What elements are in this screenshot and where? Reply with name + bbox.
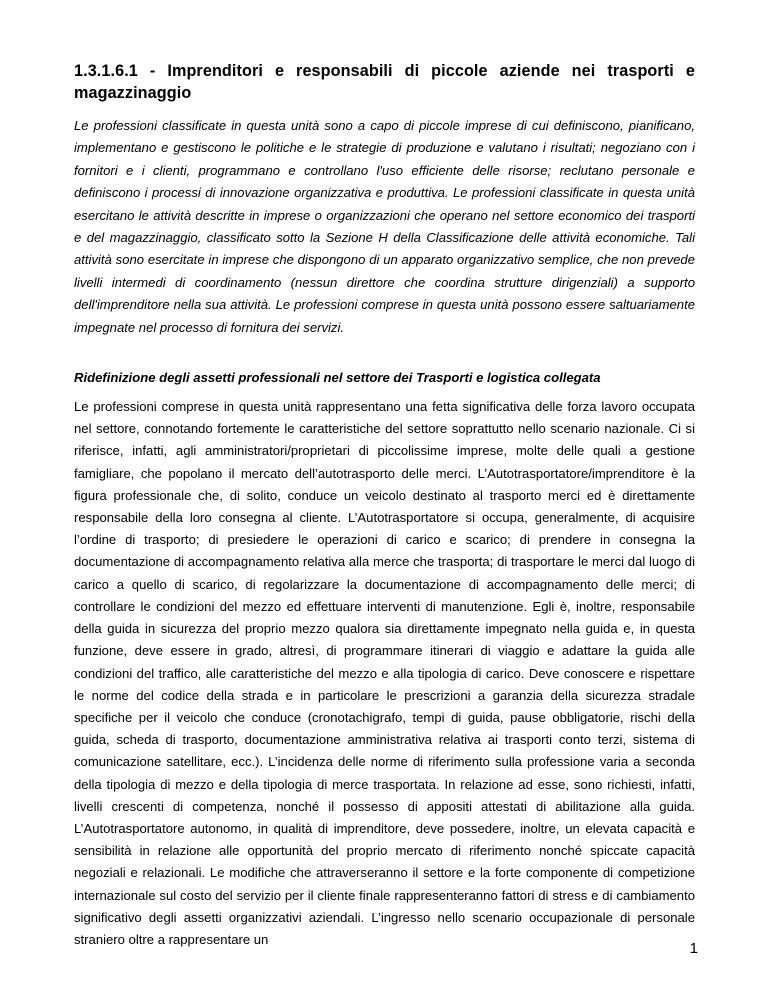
body-paragraph: Le professioni comprese in questa unità rappresentano una fetta significativa delle forza lavoro occupata nel settore, connotando fortemente le caratteristiche del settore soprattutto nello scenario nazionale. Ci si riferisce, infatti, agli amministratori/proprietari di piccolissime imprese, molte delle quali a gestione famigliare, che popolano il mercato dell’autotrasporto delle merci. L’Autotrasportatore/imprenditore è la figura professionale che, di solito, conduce un veicolo destinato al trasporto merci ed è direttamente responsabile della loro consegna al cliente. L’Autotrasportatore si occupa, generalmente, di acquisire l’ordine di trasporto; di presiedere le operazioni di carico e scarico; di prendere in consegna la documentazione di accompagnamento relativa alla merce che trasporta; di trasportare le merci dal luogo di carico a quello di scarico, di regolarizzare la documentazione di accompagnamento delle merci; di controllare le condizioni del mezzo ed effettuare interventi di manutenzione. Egli è, inoltre, responsabile della guida in sicurezza del proprio mezzo qualora sia direttamente impegnato nella guida e, in questa funzione, deve essere in grado, altresì, di programmare itinerari di viaggio e adattare la guida alle condizioni del traffico, alle caratteristiche del mezzo e alla tipologia di carico. Deve conoscere e rispettare le norme del codice della strada e in particolare le prescrizioni a garanzia della sicurezza stradale specifiche per il veicolo che conduce (cronotachigrafo, tempi di guida, pause obbligatorie, rischi della guida, scheda di trasporto, documentazione amministrativa relativa ai trasporti conto terzi, sistema di comunicazione satellitare, ecc.). L’incidenza delle norme di riferimento sulla professione varia a seconda della tipologia di mezzo e della tipologia di merce trasportata. In relazione ad esse, sono richiesti, infatti, livelli crescenti di competenza, nonché il possesso di appositi attestati di abilitazione alla guida. L’Autotrasportatore autonomo, in qualità di imprenditore, deve possedere, inoltre, un elevata capacità e sensibilità in relazione alle opportunità del proprio mercato di riferimento nonché spiccate capacità negoziali e relazionali. Le modifiche che attraverseranno il settore e la forte componente di competizione internazionale sul costo del servizio per il cliente finale rappresenteranno fattori di stress e di cambiamento significativo degli assetti organizzativi aziendali. L’ingresso nello scenario occupazionale di personale straniero oltre a rappresentare un xyxy=(74,399,695,947)
page-number: 1 xyxy=(689,940,698,957)
subsection-heading: Ridefinizione degli assetti professionali nel settore dei Trasporti e logistica collegata xyxy=(74,370,601,386)
section-heading: 1.3.1.6.1 - Imprenditori e responsabili di piccole aziende nei trasporti e magazzinaggio xyxy=(74,62,695,102)
intro-paragraph: Le professioni classificate in questa unità sono a capo di piccole imprese di cui definiscono, pianificano, implementano e gestiscono le politiche e le strategie di produzione e valutano i risultati; negoziano con i fornitori e i clienti, programmano e controllano l'uso efficiente delle risorse; reclutano personale e definiscono i processi di innovazione organizzativa e produttiva. Le professioni classificate in questa unità esercitano le attività descritte in imprese o organizzazioni che operano nel settore economico dei trasporti e del magazzinaggio, classificato sotto la Sezione H della Classificazione delle attività economiche. Tali attività sono esercitate in imprese che dispongono di un apparato organizzativo semplice, che non prevede livelli intermedi di coordinamento (nessun direttore che coordina strutture dirigenziali) a supporto dell'imprenditore nella sua attività. Le professioni comprese in questa unità possono essere saltuariamente impegnate nel processo di fornitura dei servizi. xyxy=(74,118,695,335)
document-page xyxy=(74,60,695,951)
